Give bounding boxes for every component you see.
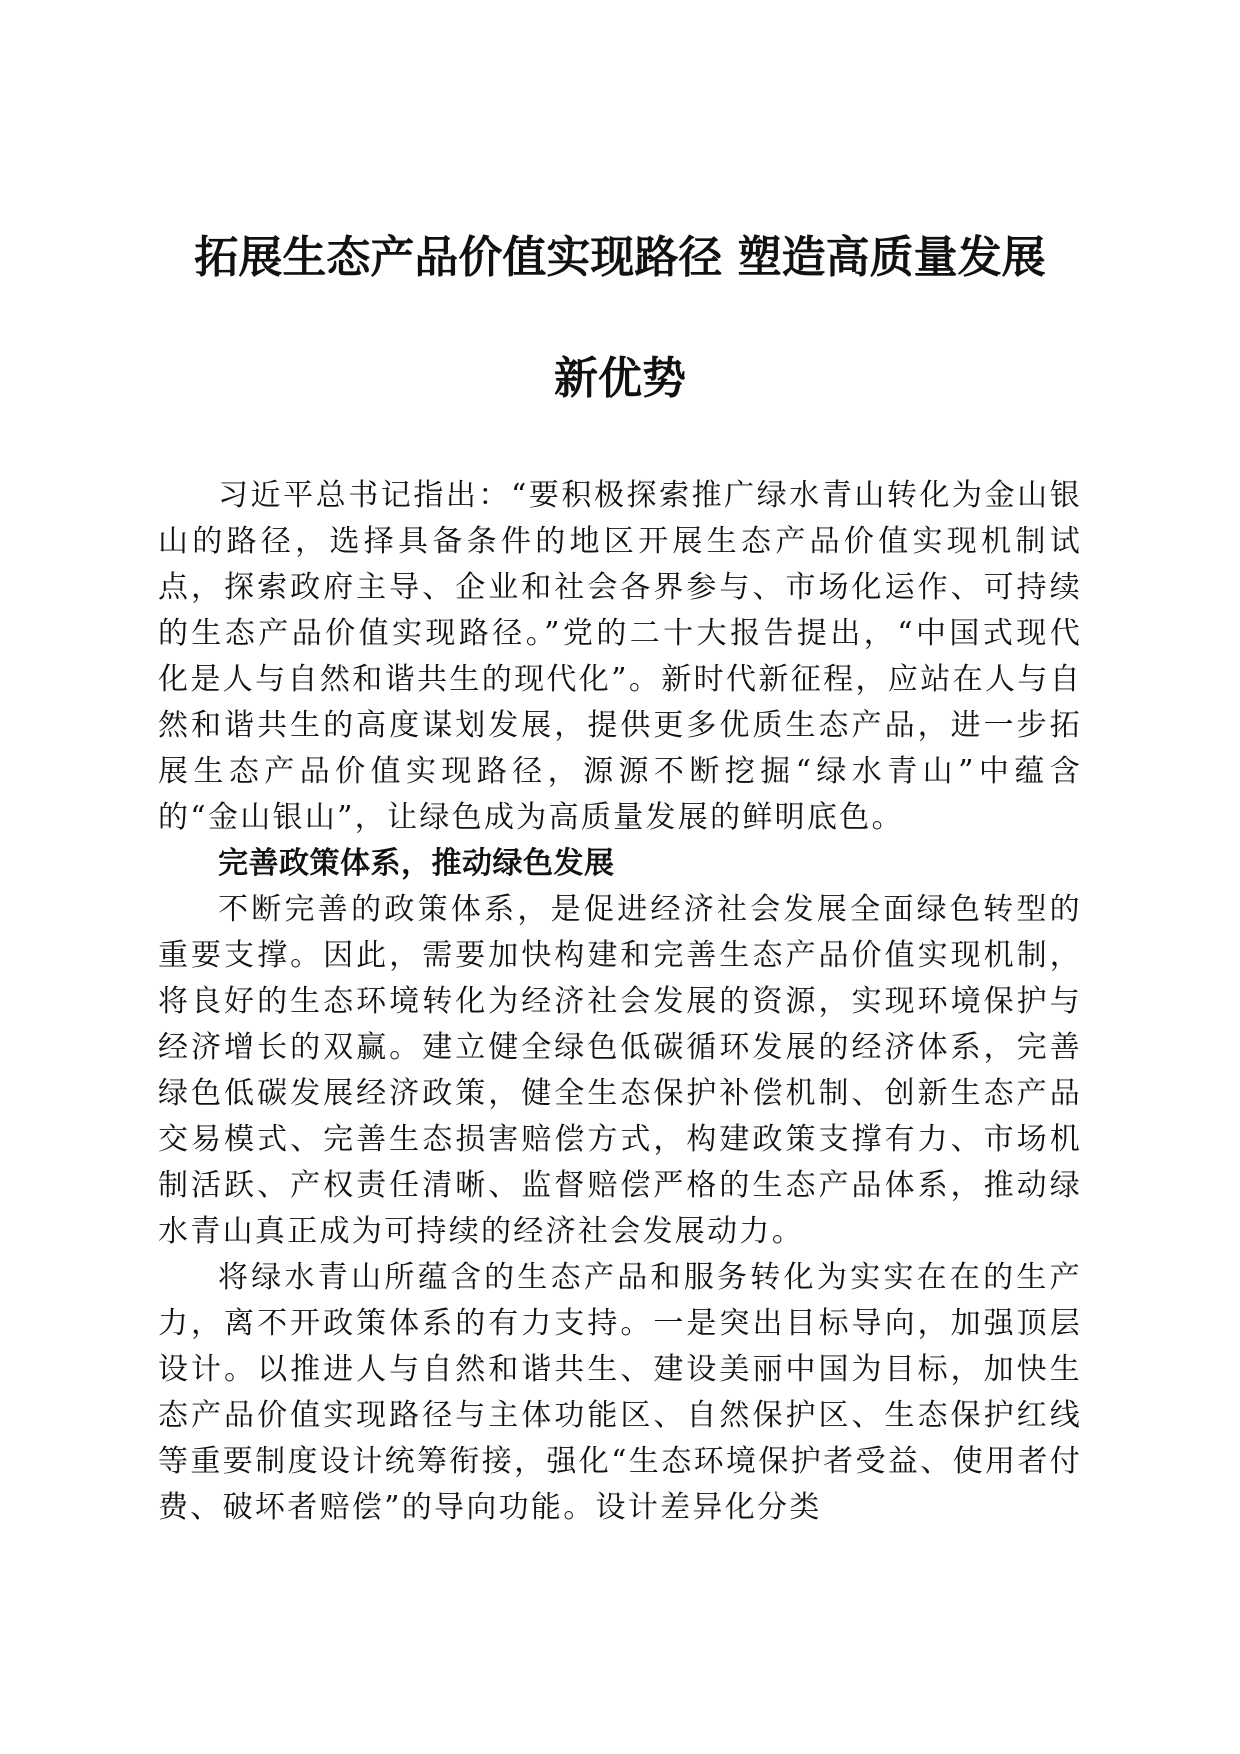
section-heading: 完善政策体系，推动绿色发展 bbox=[218, 846, 615, 881]
document-title-line-1: 拓展生态产品价值实现路径 塑造高质量发展 bbox=[194, 232, 1046, 283]
paragraph: 不断完善的政策体系，是促进经济社会发展全面绿色转型的重要支撑。因此，需要加快构建和完善生态产品价值实现机制，将良好的生态环境转化为经济社会发展的资源，实现环境保护与经济增长的双赢。建立健全绿色低碳循环发展的经济体系，完善绿色低碳发展经济政策，健全生态保护补偿机制、创新生态产品交易模式、完善生态损害赔偿方式，构建政策支撑有力、市场机制活跃、产权责任清晰、监督赔偿严格的生态产品体系，推动绿水青山真正成为可持续的经济社会发展动力。 bbox=[158, 892, 1082, 1249]
paragraph-intro: 习近平总书记指出：“要积极探索推广绿水青山转化为金山银山的路径，选择具备条件的地区开展生态产品价值实现机制试点，探索政府主导、企业和社会各界参与、市场化运作、可持续的生态产品价值实现路径。”党的二十大报告提出，“中国式现代化是人与自然和谐共生的现代化”。新时代新征程，应站在人与自然和谐共生的高度谋划发展，提供更多优质生态产品，进一步拓展生态产品价值实现路径，源源不断挖掘“绿水青山”中蕴含的“金山银山”，让绿色成为高质量发展的鲜明底色。 bbox=[158, 478, 1082, 835]
paragraph: 将绿水青山所蕴含的生态产品和服务转化为实实在在的生产力，离不开政策体系的有力支持。一是突出目标导向，加强顶层设计。以推进人与自然和谐共生、建设美丽中国为目标，加快生态产品价值实现路径与主体功能区、自然保护区、生态保护红线等重要制度设计统筹衔接，强化“生态环境保护者受益、使用者付费、破坏者赔偿”的导向功能。设计差异化分类 bbox=[158, 1260, 1082, 1525]
document-body bbox=[158, 473, 1082, 1531]
document-title-line-2: 新优势 bbox=[554, 353, 686, 404]
